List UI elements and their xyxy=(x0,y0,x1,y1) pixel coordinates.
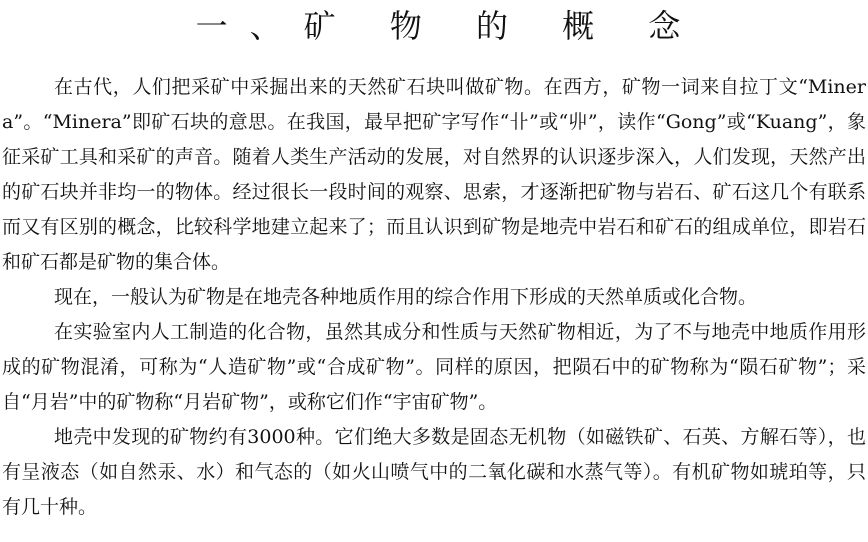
paragraph-modern-definition: 现在，一般认为矿物是在地壳各种地质作用的综合作用下形成的天然单质或化合物。 xyxy=(54,286,758,308)
section-title: 一、矿 物 的 概 念 xyxy=(195,7,703,45)
paragraph-ancient-definition: 在古代，人们把采矿中采掘出来的天然矿石块叫做矿物。在西方，矿物一词来自拉丁文“Minera”。“Minera”即矿石块的意思。在我国，最早把矿字写作“卝”或“丱”，读作“Gong”或“Kuang”，象征采矿工具和采矿的声音。随着人类生产活动的发展，对自然界的认识逐步深入，人们发现，天然产出的矿石块并非均一的物体。经过很长一段时间的观察、思索，才逐渐把矿物与岩石、矿石这几个有联系而又有区别的概念，比较科学地建立起来了；而且认识到矿物是地壳中岩石和矿石的组成单位，即岩石和矿石都是矿物的集合体。 xyxy=(2,76,866,273)
paragraph-mineral-count: 地壳中发现的矿物约有3000种。它们绝大多数是固态无机物（如磁铁矿、石英、方解石等），也有呈液态（如自然汞、水）和气态的（如火山喷气中的二氧化碳和水蒸气等）。有机矿物如琥珀等，只有几十种。 xyxy=(2,426,866,518)
paragraph-artificial-minerals: 在实验室内人工制造的化合物，虽然其成分和性质与天然矿物相近，为了不与地壳中地质作用形成的矿物混淆，可称为“人造矿物”或“合成矿物”。同样的原因，把陨石中的矿物称为“陨石矿物”；采自“月岩”中的矿物称“月岩矿物”，或称它们作“宇宙矿物”。 xyxy=(2,321,866,413)
